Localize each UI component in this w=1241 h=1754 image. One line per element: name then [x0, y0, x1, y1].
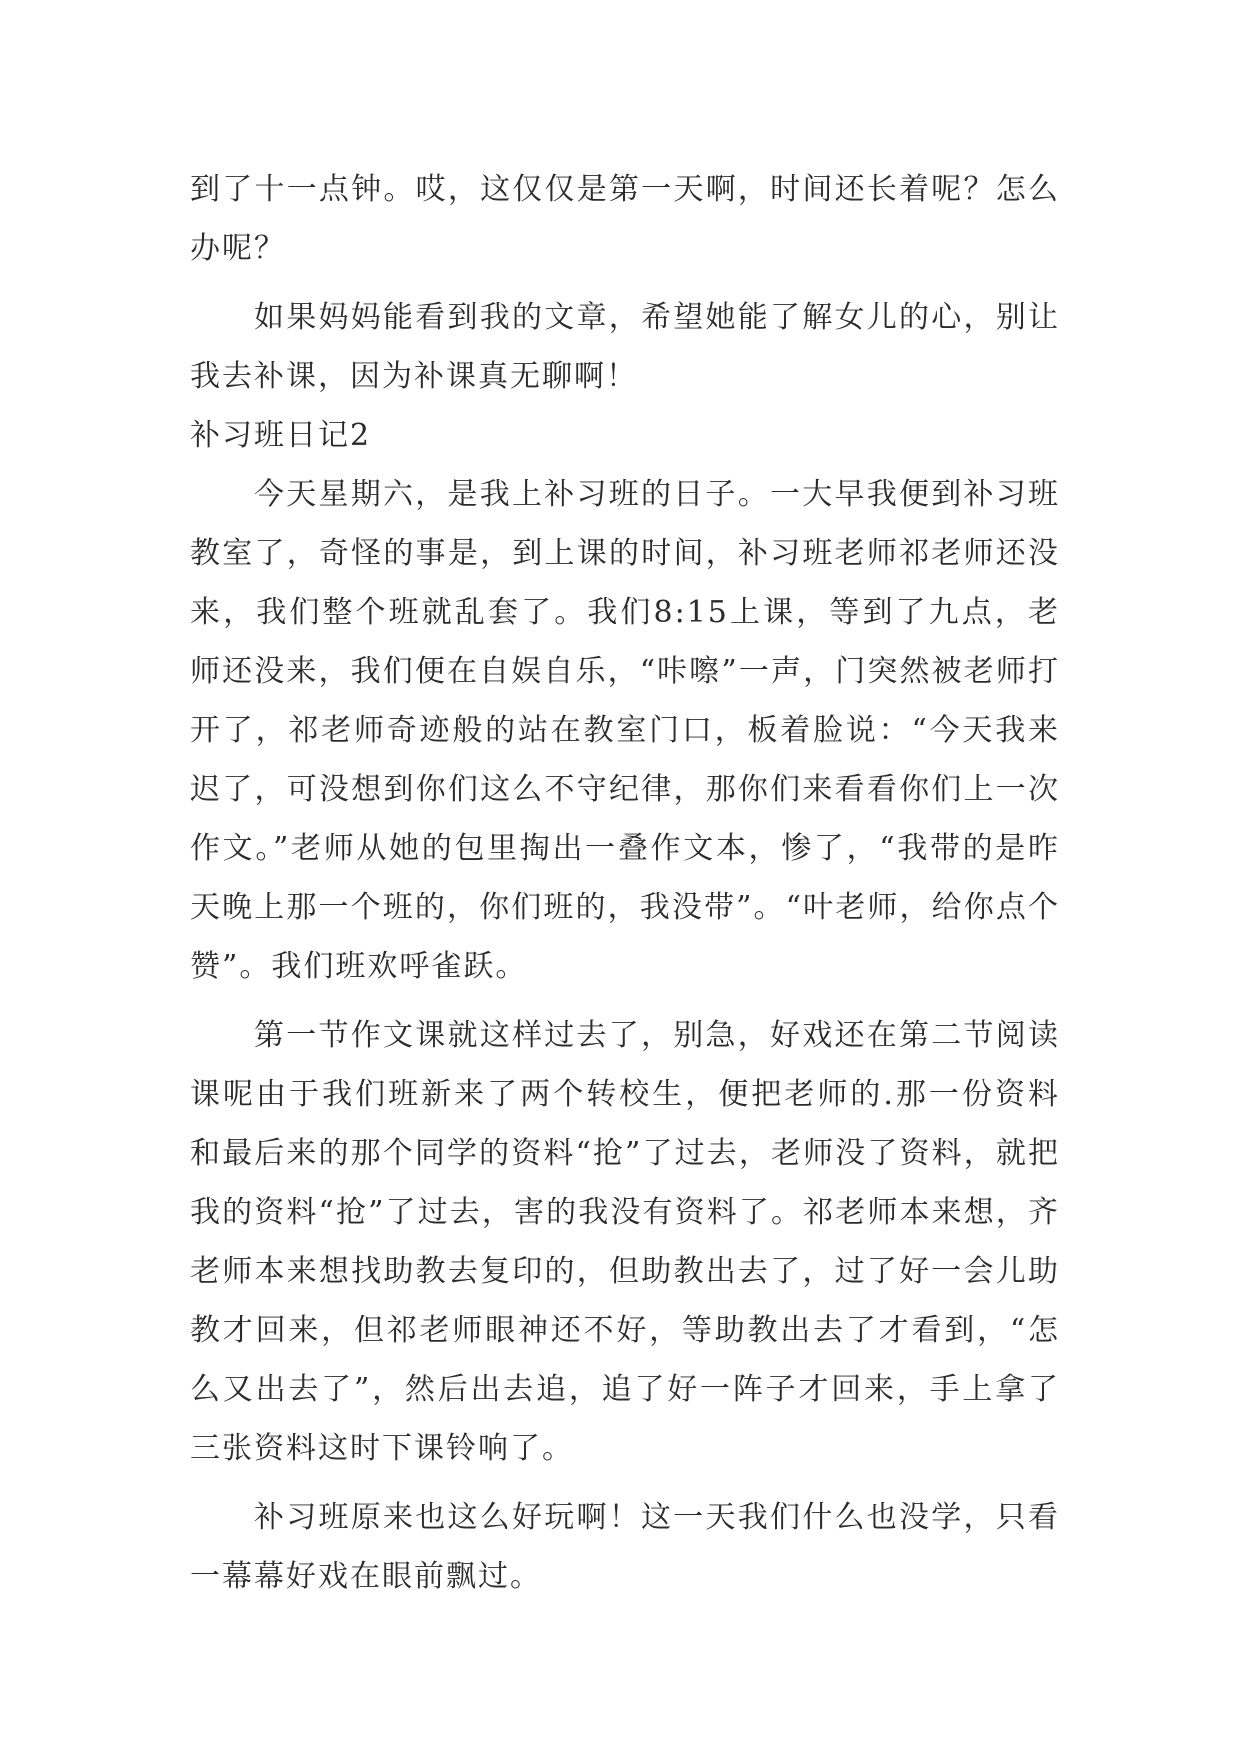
paragraph-conclusion: 补习班原来也这么好玩啊！这一天我们什么也没学，只看一幕幕好戏在眼前飘过。 [190, 1500, 1060, 1594]
section-heading: 补习班日记2 [190, 418, 372, 453]
document-body [190, 160, 1060, 1606]
paragraph-wish: 如果妈妈能看到我的文章，希望她能了解女儿的心，别让我去补课，因为补课真无聊啊！ [190, 300, 1060, 394]
paragraph-continuation: 到了十一点钟。哎，这仅仅是第一天啊，时间还长着呢？怎么办呢？ [190, 172, 1060, 266]
paragraph-first-lesson: 第一节作文课就这样过去了，别急，好戏还在第二节阅读课呢由于我们班新来了两个转校生，便把老师的.那一份资料和最后来的那个同学的资料“抢”了过去，老师没了资料，就把我的资料“抢”了过去，害的我没有资料了。祁老师本来想，齐老师本来想找助教去复印的，但助教出去了，过了好一会儿助教才回来，但祁老师眼神还不好，等助教出去了才看到，“怎么又出去了”，然后出去追，追了好一阵子才回来，手上拿了三张资料这时下课铃响了。 [190, 1018, 1060, 1466]
paragraph-saturday: 今天星期六，是我上补习班的日子。一大早我便到补习班教室了，奇怪的事是，到上课的时间，补习班老师祁老师还没来，我们整个班就乱套了。我们8:15上课，等到了九点，老师还没来，我们便在自娱自乐，“咔嚓”一声，门突然被老师打开了，祁老师奇迹般的站在教室门口，板着脸说：“今天我来迟了，可没想到你们这么不守纪律，那你们来看看你们上一次作文。”老师从她的包里掏出一叠作文本，惨了，“我带的是昨天晚上那一个班的，你们班的，我没带”。“叶老师，给你点个赞”。我们班欢呼雀跃。 [190, 477, 1060, 984]
